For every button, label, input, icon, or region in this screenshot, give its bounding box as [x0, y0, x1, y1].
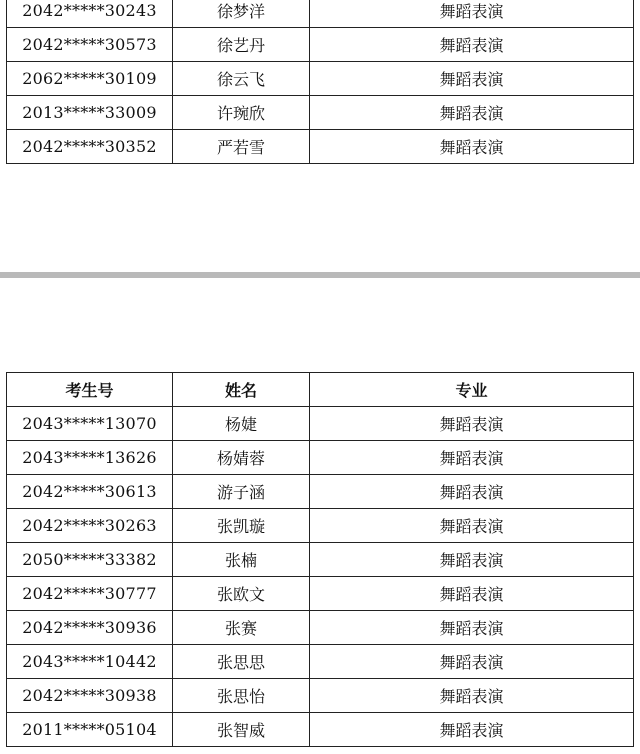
- exam-number-cell: 2042*****30263: [7, 509, 173, 543]
- exam-number-cell: 2013*****33009: [7, 96, 173, 130]
- roster-table-top: [6, 0, 634, 164]
- table-row: [7, 713, 634, 747]
- name-cell: 张赛: [173, 611, 310, 645]
- major-cell: 舞蹈表演: [310, 28, 634, 62]
- name-cell: 杨婧蓉: [173, 441, 310, 475]
- exam-number-cell: 2043*****13070: [7, 407, 173, 441]
- name-cell: 张智威: [173, 713, 310, 747]
- table-row: [7, 407, 634, 441]
- roster-table-body: [7, 0, 634, 164]
- name-cell: 张欧文: [173, 577, 310, 611]
- table-row: [7, 130, 634, 164]
- exam-number-cell: 2042*****30573: [7, 28, 173, 62]
- roster-table-bottom: [6, 372, 634, 747]
- table-row: [7, 62, 634, 96]
- exam-number-cell: 2042*****30936: [7, 611, 173, 645]
- major-cell: 舞蹈表演: [310, 509, 634, 543]
- name-cell: 张思思: [173, 645, 310, 679]
- major-cell: 舞蹈表演: [310, 407, 634, 441]
- header-major: 专业: [310, 373, 634, 407]
- table-row: [7, 611, 634, 645]
- roster-table-body: [7, 407, 634, 747]
- major-cell: 舞蹈表演: [310, 96, 634, 130]
- table-row: [7, 475, 634, 509]
- name-cell: 张凯璇: [173, 509, 310, 543]
- table-row: [7, 645, 634, 679]
- exam-number-cell: 2062*****30109: [7, 62, 173, 96]
- exam-number-cell: 2042*****30938: [7, 679, 173, 713]
- exam-number-cell: 2042*****30613: [7, 475, 173, 509]
- name-cell: 许琬欣: [173, 96, 310, 130]
- table-row: [7, 543, 634, 577]
- name-cell: 徐艺丹: [173, 28, 310, 62]
- table-row: [7, 577, 634, 611]
- table-row: [7, 679, 634, 713]
- document-page-bottom: [0, 278, 640, 754]
- document-page-top: [0, 0, 640, 272]
- major-cell: 舞蹈表演: [310, 0, 634, 28]
- exam-number-cell: 2042*****30352: [7, 130, 173, 164]
- exam-number-cell: 2050*****33382: [7, 543, 173, 577]
- name-cell: 杨婕: [173, 407, 310, 441]
- table-row: [7, 441, 634, 475]
- header-exam-number: 考生号: [7, 373, 173, 407]
- name-cell: 严若雪: [173, 130, 310, 164]
- major-cell: 舞蹈表演: [310, 441, 634, 475]
- name-cell: 徐梦洋: [173, 0, 310, 28]
- table-row: [7, 509, 634, 543]
- name-cell: 游子涵: [173, 475, 310, 509]
- major-cell: 舞蹈表演: [310, 475, 634, 509]
- exam-number-cell: 2043*****10442: [7, 645, 173, 679]
- exam-number-cell: 2043*****13626: [7, 441, 173, 475]
- major-cell: 舞蹈表演: [310, 713, 634, 747]
- exam-number-cell: 2011*****05104: [7, 713, 173, 747]
- major-cell: 舞蹈表演: [310, 611, 634, 645]
- major-cell: 舞蹈表演: [310, 543, 634, 577]
- table-header-row: [7, 373, 634, 407]
- major-cell: 舞蹈表演: [310, 645, 634, 679]
- major-cell: 舞蹈表演: [310, 62, 634, 96]
- name-cell: 张思怡: [173, 679, 310, 713]
- table-row: [7, 28, 634, 62]
- major-cell: 舞蹈表演: [310, 577, 634, 611]
- name-cell: 张楠: [173, 543, 310, 577]
- table-row: [7, 96, 634, 130]
- major-cell: 舞蹈表演: [310, 130, 634, 164]
- exam-number-cell: 2042*****30243: [7, 0, 173, 28]
- table-row: [7, 0, 634, 28]
- header-name: 姓名: [173, 373, 310, 407]
- exam-number-cell: 2042*****30777: [7, 577, 173, 611]
- name-cell: 徐云飞: [173, 62, 310, 96]
- major-cell: 舞蹈表演: [310, 679, 634, 713]
